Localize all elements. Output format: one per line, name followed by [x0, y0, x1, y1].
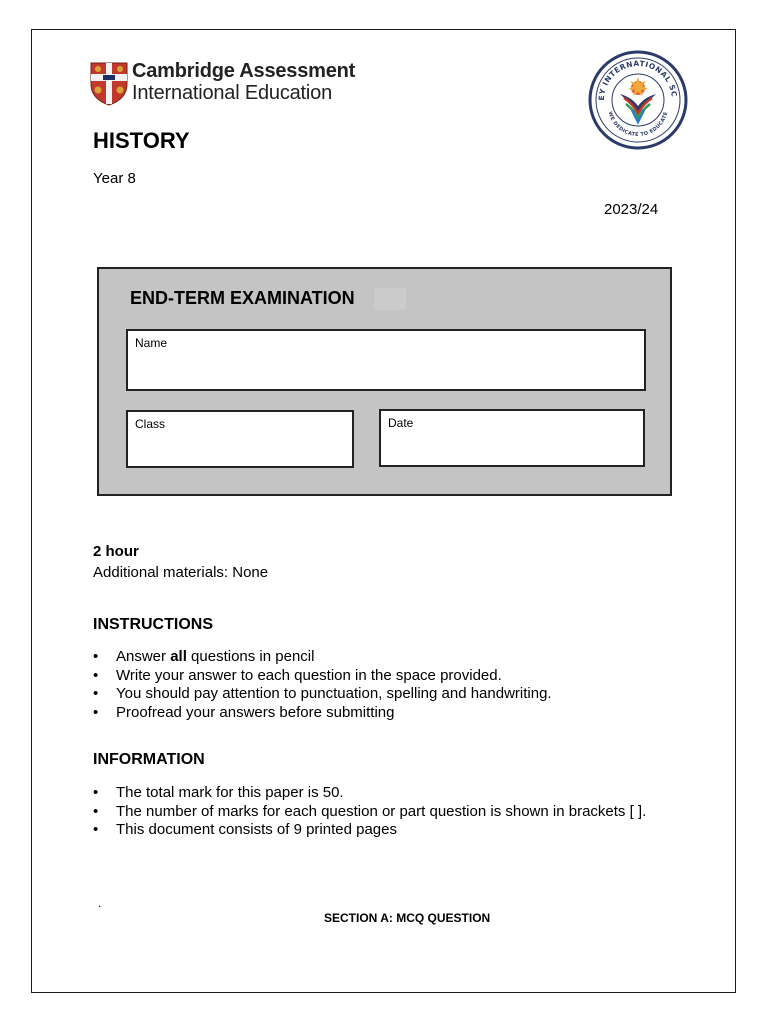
name-field[interactable] — [126, 329, 646, 391]
additional-materials: Additional materials: None — [93, 564, 269, 581]
school-seal-emblem — [586, 50, 690, 150]
year-level: Year 8 — [93, 170, 136, 187]
list-item — [93, 685, 552, 704]
bullet-icon: • — [93, 703, 99, 721]
information-heading: INFORMATION — [93, 751, 205, 768]
logo-line-2: International Education — [132, 82, 332, 104]
school-seal — [586, 50, 690, 150]
instruction-text: Answer — [116, 648, 171, 665]
bullet-icon: • — [93, 666, 99, 684]
class-label: Class — [135, 417, 166, 431]
instructions-list — [93, 648, 552, 722]
instruction-emphasis: all — [170, 648, 187, 665]
list-item — [93, 803, 646, 822]
list-item — [93, 704, 552, 723]
stray-dot: . — [98, 896, 102, 910]
name-label: Name — [135, 336, 168, 350]
bullet-icon: • — [93, 784, 99, 801]
exam-title: END-TERM EXAMINATION — [130, 288, 355, 308]
instruction-text: Proofread your answers before submitting — [116, 703, 395, 721]
list-item — [93, 784, 646, 803]
instructions-heading: INSTRUCTIONS — [93, 616, 213, 633]
logo-line-1: Cambridge Assessment — [132, 60, 356, 82]
instruction-text: Write your answer to each question in the space provided. — [116, 666, 502, 684]
instruction-text: You should pay attention to punctuation, spelling and handwriting. — [116, 685, 552, 702]
section-heading: SECTION A: MCQ QUESTION — [324, 911, 491, 925]
page-border — [31, 29, 736, 993]
bullet-icon: • — [93, 821, 99, 838]
cambridge-shield-icon — [90, 62, 128, 106]
bullet-icon: • — [93, 802, 99, 820]
subject-title: HISTORY — [93, 128, 190, 153]
svg-text:WE DEDICATE TO EDUCATE: WE DEDICATE TO EDUCATE — [606, 110, 670, 139]
information-list — [93, 784, 646, 840]
date-field[interactable] — [379, 409, 645, 467]
date-label: Date — [388, 416, 414, 430]
bullet-icon: • — [93, 685, 99, 702]
svg-text:VALLEY INTERNATIONAL SCHOOL: EY INTERNATIONAL SC — [596, 58, 679, 101]
information-text: The number of marks for each question or part question is shown in brackets [ ]. — [116, 802, 647, 820]
bullet-icon: • — [93, 648, 99, 665]
exam-duration: 2 hour — [93, 543, 139, 560]
information-text: The total mark for this paper is 50. — [116, 784, 344, 801]
information-text: This document consists of 9 printed pages — [116, 821, 397, 838]
instruction-text: questions in pencil — [186, 648, 315, 665]
list-item — [93, 648, 552, 667]
list-item — [93, 821, 646, 840]
academic-session: 2023/24 — [604, 201, 659, 218]
cambridge-logo — [88, 60, 368, 108]
list-item — [93, 667, 552, 686]
class-field[interactable] — [126, 410, 354, 468]
exam-title-redaction — [374, 288, 406, 310]
